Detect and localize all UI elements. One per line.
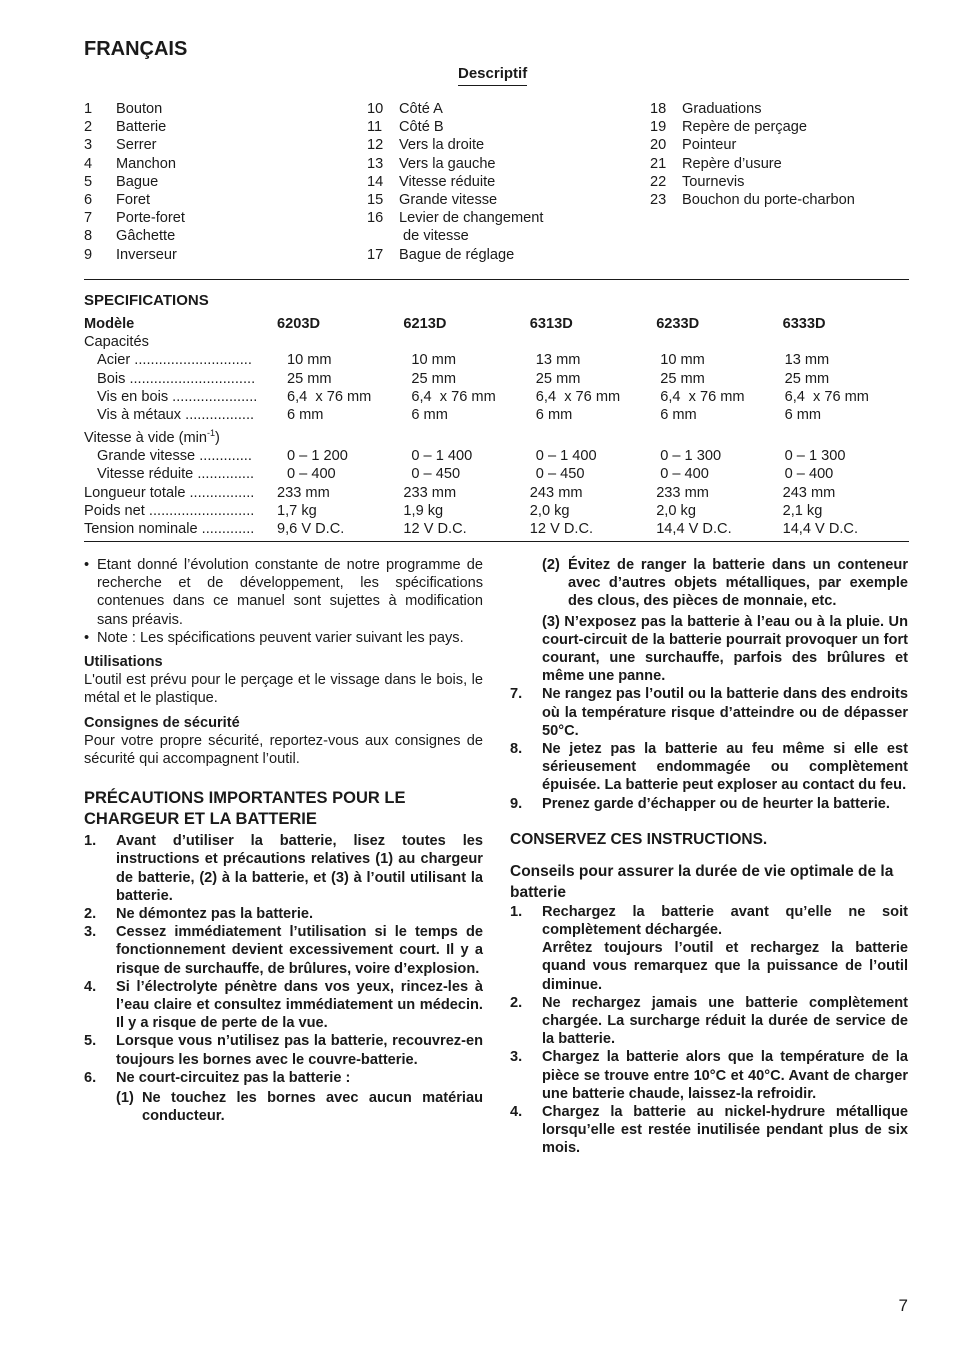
spec-value: 6,4 x 76 mm [411, 388, 496, 405]
utilisations-text: L'outil est prévu pour le perçage et le vissage dans le bois, le métal et le plastique. [84, 672, 483, 707]
precaution-item: 6. Ne court-circuitez pas la batterie : [84, 1069, 351, 1086]
precaution-item: 4. Si l’électrolyte pénètre dans vos yeux, rincez-les à l’eau claire et consultez immédiatement un médecin. Il y a risque de perte de la vue. [84, 978, 483, 1032]
spec-value: 233 mm [403, 484, 457, 501]
tip-item: 2. Ne rechargez jamais une batterie complètement chargée. La surcharge réduit la durée de service de la batterie. [510, 994, 908, 1048]
part-item [650, 136, 910, 154]
part-item [367, 136, 637, 154]
spec-row [84, 502, 909, 520]
divider-bottom [84, 541, 909, 542]
part-number: 22 [650, 173, 667, 190]
spec-row-label: Vitesse réduite .............. [97, 466, 255, 483]
precaution-item: 8. Ne jetez pas la batterie au feu même si elle est sérieusement endommagée ou complètement épuisée. La batterie peut exploser au contact du feu. [510, 741, 908, 794]
spec-row [84, 447, 909, 465]
spec-value: 0 – 1 400 [535, 448, 597, 465]
spec-value: 6,4 x 76 mm [286, 388, 372, 405]
precaution-subitem: (2) Évitez de ranger la batterie dans un conteneur avec d’autres objets métalliques, par exemple des clous, des pièces de monnaie, etc. [542, 557, 908, 610]
part-number: 1 [84, 101, 93, 117]
note-bullet: • Note : Les spécifications peuvent varier suivant les pays. [84, 629, 464, 646]
part-label: Inverseur [116, 246, 177, 263]
spec-value: 25 mm [411, 370, 456, 387]
precaution-subitem: (1) Ne touchez les bornes avec aucun matériau conducteur. [116, 1090, 483, 1125]
spec-row-label: Poids net .......................... [84, 502, 255, 519]
spec-value: 233 mm [277, 484, 330, 501]
spec-model-label: Modèle [84, 316, 135, 332]
part-label: Grande vitesse [399, 192, 498, 209]
parts-column-2 [367, 100, 637, 264]
part-item [650, 100, 910, 118]
note-text: Etant donné l’évolution constante de notre programme de recherche et de développement, les spécifications contenues dans ce manuel sont sujettes à modification sans préavis. [97, 557, 483, 628]
part-item [84, 246, 354, 264]
spec-row [84, 520, 909, 538]
spec-model: 6203D [277, 316, 321, 332]
part-number: 9 [84, 246, 93, 263]
spec-value: 2,0 kg [656, 502, 696, 519]
page-language-heading: FRANÇAIS [84, 38, 188, 60]
note-bullet: • Etant donné l’évolution constante de notre programme de recherche et de développement, les spécifications contenues dans ce manuel sont sujettes à modification sans préavis. [84, 557, 483, 628]
part-number: 6 [84, 192, 93, 209]
precaution-item: 5. Lorsque vous n’utilisez pas la batterie, recouvrez-en toujours les bornes avec le couvre-batterie. [84, 1033, 483, 1068]
spec-value: 1,7 kg [277, 502, 317, 519]
tip-item: 1. Rechargez la batterie avant qu’elle ne soit complètement déchargée. Arrêtez toujours l’outil et rechargez la batterie quand vous remarquez que la puissance de l’outil diminue. [510, 903, 908, 993]
spec-value: 0 – 400 [784, 466, 834, 483]
part-label: Bouton [116, 101, 163, 117]
part-number: 21 [650, 155, 667, 172]
part-item [84, 191, 354, 209]
part-number: 5 [84, 173, 93, 190]
spec-header-row [84, 315, 909, 333]
part-label: Pointeur [682, 137, 737, 154]
spec-row-label: Capacités [84, 334, 149, 351]
part-label: Bague de réglage [399, 246, 515, 263]
precaution-subitem: (3) N’exposez pas la batterie à l’eau ou à la pluie. Un court-circuit de la batterie pourrait provoquer un fort courant, une surchauffe, parfois des brûlures et même une panne. [542, 613, 908, 685]
part-item [650, 191, 910, 209]
spec-row-label: Acier ............................. [97, 352, 252, 369]
part-label: Porte-foret [116, 210, 185, 227]
spec-value: 6 mm [660, 407, 697, 424]
part-label: Serrer [116, 137, 157, 154]
part-item [84, 136, 354, 154]
part-item [650, 118, 910, 136]
precaution-item: 3. Cessez immédiatement l’utilisation si le temps de fonctionnement devient excessivement court. Il y a risque de surchauffe, de brûlures, voire d’explosion. [84, 924, 483, 977]
spec-value: 9,6 V D.C. [277, 521, 345, 538]
spec-value: 13 mm [535, 352, 581, 369]
part-label: Bouchon du porte-charbon [682, 192, 855, 209]
spec-model: 6213D [403, 316, 447, 332]
part-number: 15 [367, 192, 384, 209]
spec-row [84, 333, 909, 351]
right-column [510, 556, 908, 1158]
part-label: Graduations [682, 101, 762, 117]
spec-row-label: Vis à métaux ................. [97, 407, 255, 424]
part-number: 18 [650, 101, 667, 117]
spec-value: 1,9 kg [403, 502, 444, 519]
spec-row-label: Tension nominale ............. [84, 521, 255, 538]
part-item [84, 155, 354, 173]
spec-value: 243 mm [782, 484, 836, 501]
descriptif-title: Descriptif [458, 65, 527, 86]
part-label: de vitesse [399, 228, 469, 245]
part-label: Gâchette [116, 228, 176, 245]
part-label: Manchon [116, 155, 177, 172]
spec-model: 6313D [529, 316, 573, 332]
part-item [367, 100, 637, 118]
part-item [84, 100, 354, 118]
spec-value: 14,4 V D.C. [656, 521, 732, 538]
spec-value: 243 mm [529, 484, 583, 501]
part-number: 17 [367, 246, 384, 263]
spec-value: 25 mm [660, 370, 705, 387]
consignes-title: Consignes de sécurité [84, 714, 240, 731]
left-column [84, 556, 483, 1125]
part-item [84, 227, 354, 245]
spec-model: 6333D [782, 316, 826, 332]
precaution-item: 7. Ne rangez pas l’outil ou la batterie dans des endroits où la température risque d’atteindre ou de dépasser 50°C. [510, 686, 908, 739]
spec-row-label: Vitesse à vide $(\min^{-1})$ [84, 428, 220, 447]
spec-value: 13 mm [784, 352, 830, 369]
spec-model: 6233D [656, 316, 700, 332]
consignes-text: Pour votre propre sécurité, reportez-vous aux consignes de sécurité qui accompagnent l’outil. [84, 732, 483, 768]
spec-value: 12 V D.C. [403, 521, 467, 538]
part-number: 8 [84, 228, 93, 245]
page-number: 7 [898, 1296, 908, 1315]
part-number: 7 [84, 210, 93, 227]
precaution-item: 9. Prenez garde d’échapper ou de heurter la batterie. [510, 795, 890, 812]
part-item [84, 173, 354, 191]
conservez-heading: CONSERVEZ CES INSTRUCTIONS. [510, 830, 768, 848]
spec-value: 0 – 1 300 [660, 448, 722, 465]
part-label: Côté A [399, 101, 443, 117]
part-label: Foret [116, 192, 151, 209]
part-item [367, 155, 637, 173]
part-label: Batterie [116, 119, 167, 136]
part-number: 13 [367, 155, 384, 172]
spec-row-label: Grande vitesse ............. [97, 448, 252, 465]
parts-column-3 [650, 100, 910, 209]
spec-value: 6 mm [286, 407, 324, 424]
spec-value: 0 – 400 [660, 466, 709, 483]
spec-value: 25 mm [784, 370, 830, 387]
precaution-item: 2. Ne démontez pas la batterie. [84, 906, 314, 923]
spec-value: 10 mm [411, 352, 456, 369]
spec-row-label: Bois ............................... [97, 370, 256, 387]
spec-row [84, 406, 909, 424]
spec-value: 6 mm [535, 407, 573, 424]
spec-row [84, 465, 909, 483]
spec-value: 2,0 kg [529, 502, 570, 519]
parts-column-1 [84, 100, 354, 264]
spec-row [84, 484, 909, 502]
part-item [367, 246, 637, 264]
spec-row [84, 351, 909, 369]
spec-row [84, 370, 909, 388]
spec-row-label: Longueur totale ................ [84, 484, 255, 501]
part-label: Levier de changement [399, 210, 544, 227]
spec-value: 25 mm [535, 370, 581, 387]
part-number: 23 [650, 192, 667, 209]
part-number: 11 [367, 119, 383, 136]
part-label: Côté B [399, 119, 444, 136]
tip-item: 3. Chargez la batterie alors que la température de la pièce se trouve entre 10°C et 40°C. Avant de charger une batterie chaude, laissez-la refroidir. [510, 1049, 908, 1102]
divider-top [84, 279, 909, 280]
spec-value: 6,4 x 76 mm [535, 388, 621, 405]
part-number: 2 [84, 119, 93, 136]
utilisations-title: Utilisations [84, 654, 163, 671]
spec-value: 0 – 1 300 [784, 448, 846, 465]
conseils-title: Conseils pour assurer la durée de vie optimale de la batterie [510, 862, 894, 901]
spec-value: 10 mm [286, 352, 332, 369]
part-item [650, 155, 910, 173]
part-label: Repère d’usure [682, 155, 782, 172]
part-item [84, 118, 354, 136]
part-number: 16 [367, 210, 384, 227]
spec-value: 6 mm [784, 407, 822, 424]
spec-value: 0 – 450 [535, 466, 585, 483]
part-item [84, 209, 354, 227]
spec-value: 6,4 x 76 mm [784, 388, 869, 405]
spec-value: 0 – 1 400 [411, 448, 473, 465]
part-number: 10 [367, 101, 384, 117]
part-label: Vers la droite [399, 137, 485, 154]
precaution-item: 1. Avant d’utiliser la batterie, lisez toutes les instructions et précautions relatives (1) au chargeur de batterie, (2) à la batterie, et (3) à l’outil utilisant la batterie. [84, 833, 483, 904]
spec-value: 233 mm [656, 484, 709, 501]
part-label: Vers la gauche [399, 155, 496, 172]
spec-value: 14,4 V D.C. [782, 521, 859, 538]
spec-row-label: Vis en bois ..................... [97, 388, 258, 405]
part-label: Bague [116, 173, 159, 190]
part-item [367, 227, 637, 245]
part-number: 4 [84, 155, 93, 172]
spec-value: 0 – 450 [411, 466, 461, 483]
part-label: Vitesse réduite [399, 173, 496, 190]
part-number: 14 [367, 173, 384, 190]
spec-value: 0 – 400 [286, 466, 336, 483]
spec-value: 12 V D.C. [529, 521, 594, 538]
spec-row [84, 424, 909, 447]
part-number: 12 [367, 137, 384, 154]
part-item [367, 191, 637, 209]
part-item [367, 118, 637, 136]
spec-value: 10 mm [660, 352, 705, 369]
part-item [367, 173, 637, 191]
note-text: Note : Les spécifications peuvent varier suivant les pays. [97, 629, 464, 646]
part-number: 20 [650, 137, 667, 154]
precautions-title-line-2: CHARGEUR ET LA BATTERIE [84, 810, 317, 829]
part-number: 3 [84, 137, 93, 154]
part-item [367, 209, 637, 227]
part-number: 19 [650, 119, 667, 136]
part-label: Repère de perçage [682, 119, 807, 136]
spec-value: 6 mm [411, 407, 448, 424]
specifications-title: SPECIFICATIONS [84, 292, 209, 309]
spec-value: 25 mm [286, 370, 332, 387]
part-number [367, 227, 399, 245]
spec-value: 6,4 x 76 mm [660, 388, 745, 405]
spec-value: 2,1 kg [782, 502, 823, 519]
part-label: Tournevis [682, 173, 745, 190]
spec-row [84, 388, 909, 406]
precautions-title-line-1: PRÉCAUTIONS IMPORTANTES POUR LE [84, 789, 406, 808]
part-item [650, 173, 910, 191]
spec-value: 0 – 1 200 [286, 448, 348, 465]
specifications-table [84, 315, 909, 538]
tip-item: 4. Chargez la batterie au nickel-hydrure métallique lorsqu’elle est restée inutilisée pendant plus de six mois. [510, 1104, 908, 1157]
